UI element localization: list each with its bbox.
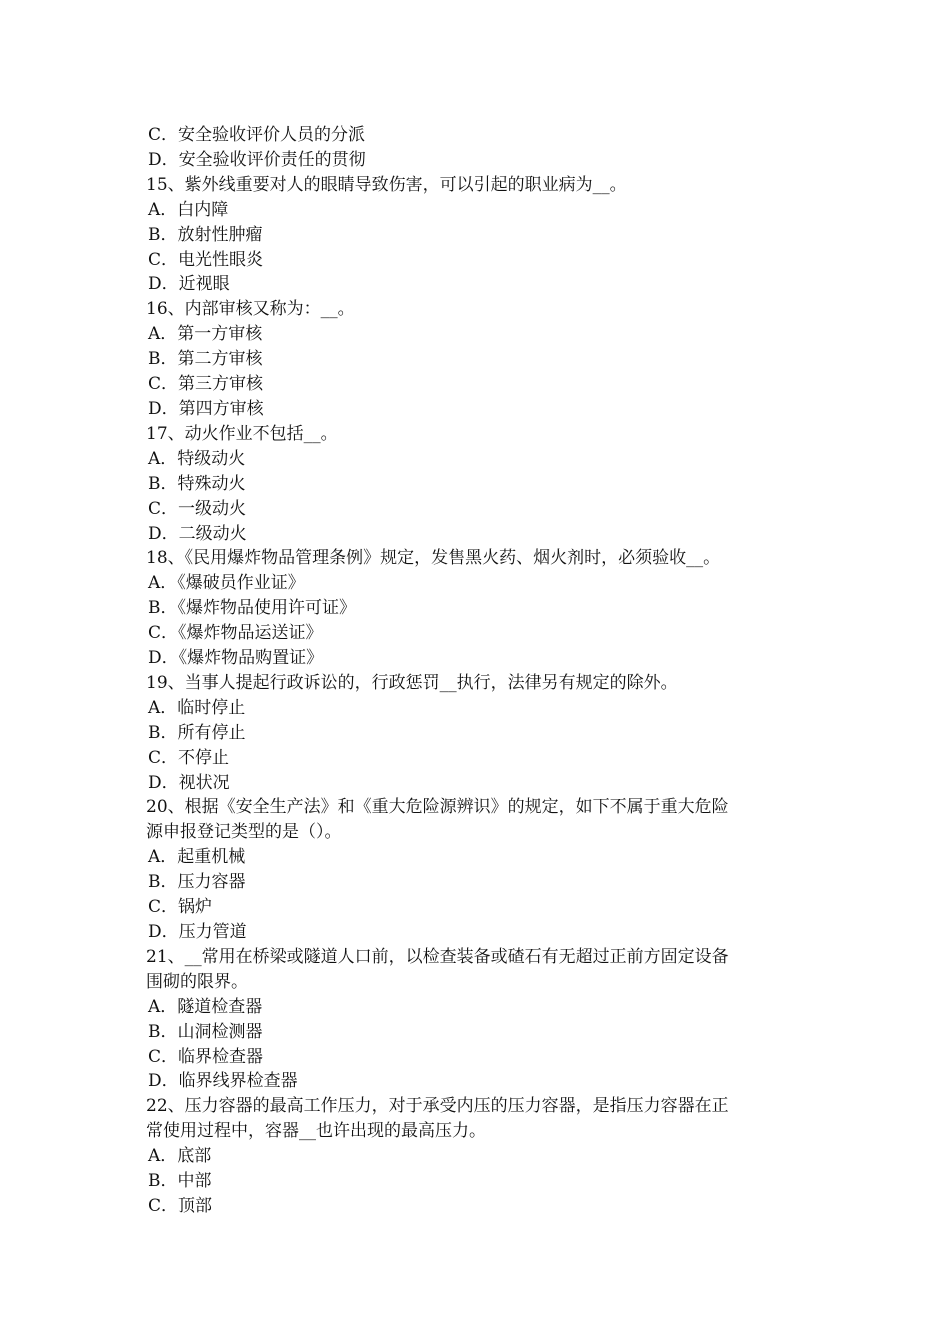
- question-text: 19、当事人提起行政诉讼的，行政惩罚__执行，法律另有规定的除外。: [146, 672, 678, 693]
- answer-option: A．底部: [148, 1146, 212, 1167]
- answer-option: D．视状况: [148, 772, 230, 793]
- answer-option: A．特级动火: [148, 448, 246, 469]
- question-text: 围砌的限界。: [146, 971, 248, 992]
- answer-option: A．起重机械: [148, 847, 246, 868]
- question-text: 18、《民用爆炸物品管理条例》规定，发售黑火药、烟火剂时，必须验收__。: [146, 548, 721, 569]
- answer-option: D．第四方审核: [148, 398, 264, 419]
- answer-option: A．第一方审核: [148, 324, 263, 345]
- question-text: 21、__常用在桥梁或隧道人口前，以检查装备或碴石有无超过正前方固定设备: [146, 946, 729, 967]
- answer-option: C．安全验收评价人员的分派: [148, 125, 366, 145]
- question-text: 22、压力容器的最高工作压力，对于承受内压的压力容器，是指压力容器在正: [146, 1096, 729, 1117]
- answer-option: A．隧道检查器: [148, 996, 263, 1017]
- answer-option: B．第二方审核: [148, 349, 263, 370]
- question-text: 16、内部审核又称为：__。: [146, 299, 355, 320]
- question-text: 源申报登记类型的是（）。: [146, 822, 342, 843]
- answer-option: B．山洞检测器: [148, 1021, 263, 1042]
- answer-option: A．《爆破员作业证》: [148, 573, 305, 594]
- answer-option: D．《爆炸物品购置证》: [148, 648, 324, 669]
- question-text: 15、紫外线重要对人的眼睛导致伤害，可以引起的职业病为__。: [146, 174, 627, 195]
- answer-option: B．放射性肿瘤: [148, 224, 263, 245]
- answer-option: D．临界线界检查器: [148, 1071, 298, 1092]
- answer-option: C．顶部: [148, 1195, 213, 1216]
- answer-option: B．中部: [148, 1171, 212, 1192]
- answer-option: C．锅炉: [148, 897, 213, 918]
- answer-option: B．所有停止: [148, 722, 246, 743]
- answer-option: D．压力管道: [148, 922, 247, 942]
- answer-option: C．临界检查器: [148, 1046, 264, 1067]
- answer-option: D．二级动火: [148, 523, 247, 544]
- question-text: 常使用过程中，容器__也许出现的最高压力。: [146, 1121, 486, 1142]
- answer-option: C．第三方审核: [148, 374, 264, 395]
- question-text: 20、根据《安全生产法》和《重大危险源辨识》的规定，如下不属于重大危险: [146, 797, 729, 818]
- answer-option: A．白内障: [148, 199, 229, 220]
- answer-option: C．《爆炸物品运送证》: [148, 623, 323, 644]
- document-page: [146, 123, 810, 1219]
- answer-option: C．不停止: [148, 747, 230, 768]
- answer-option: D．近视眼: [148, 274, 230, 295]
- answer-option: B．特殊动火: [148, 473, 246, 494]
- answer-option: C．一级动火: [148, 498, 247, 519]
- answer-option: D．安全验收评价责任的贯彻: [148, 149, 366, 170]
- answer-option: A．临时停止: [148, 697, 246, 718]
- answer-option: B．压力容器: [148, 872, 246, 893]
- question-text: 17、动火作业不包括__。: [146, 423, 338, 444]
- answer-option: B．《爆炸物品使用许可证》: [148, 598, 356, 619]
- answer-option: C．电光性眼炎: [148, 249, 264, 270]
